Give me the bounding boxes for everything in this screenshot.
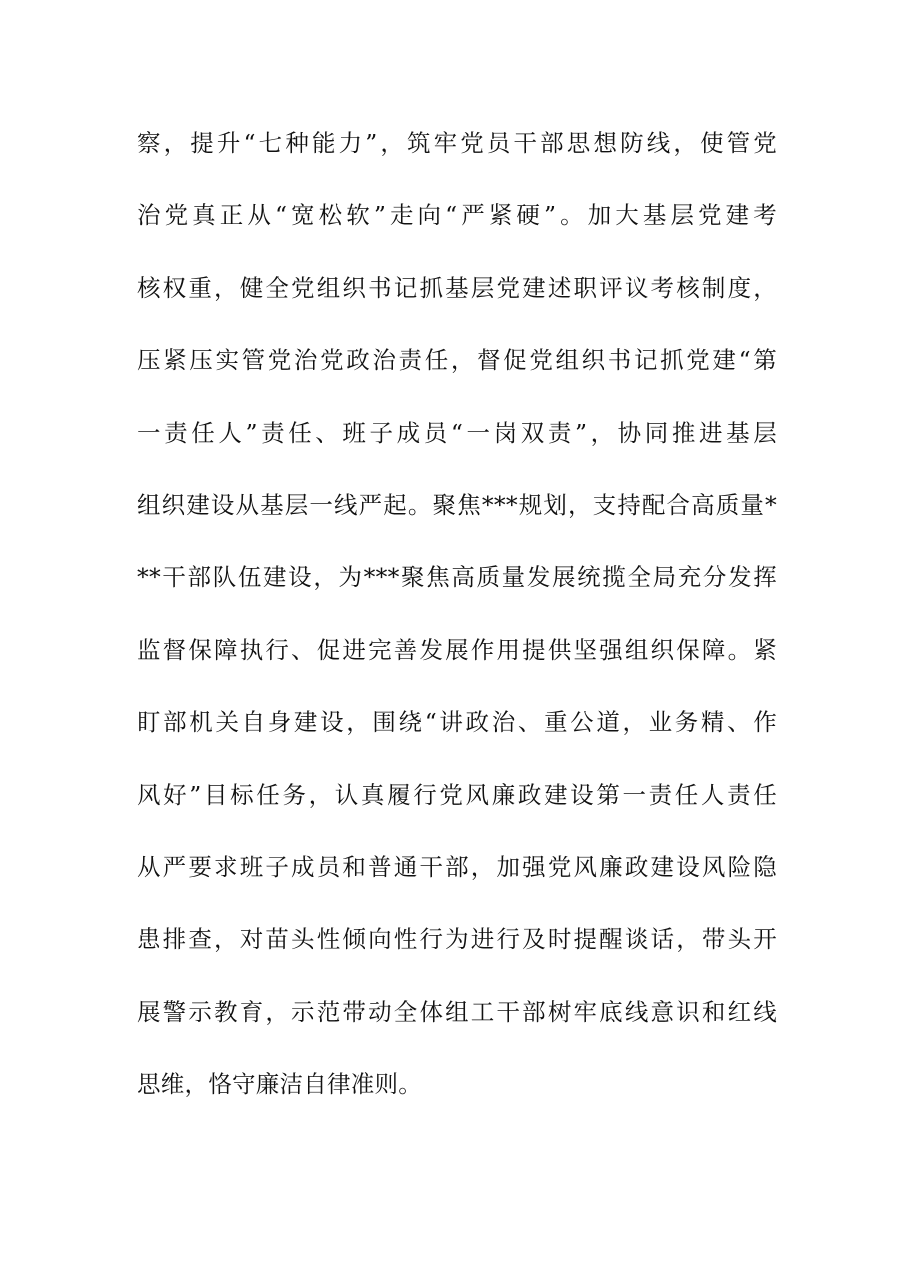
paragraph-line: 风好”目标任务，认真履行党风廉政建设第一责任人责任	[137, 780, 777, 809]
paragraph-line: **干部队伍建设，为***聚焦高质量发展统揽全局充分发挥	[137, 563, 777, 592]
paragraph-line: 展警示教育，示范带动全体组工干部树牢底线意识和红线	[137, 997, 777, 1026]
paragraph-line: 盯部机关自身建设，围绕“讲政治、重公道，业务精、作	[137, 708, 777, 737]
paragraph-line: 组织建设从基层一线严起。聚焦***规划，支持配合高质量*	[137, 490, 777, 519]
paragraph-line: 压紧压实管党治党政治责任，督促党组织书记抓党建“第	[137, 346, 777, 375]
paragraph-line-last: 思维，恪守廉洁自律准则。	[137, 1070, 422, 1099]
paragraph-line: 核权重，健全党组织书记抓基层党建述职评议考核制度，	[137, 273, 777, 302]
paragraph-line: 一责任人”责任、班子成员“一岗双责”，协同推进基层	[137, 418, 777, 447]
paragraph-line: 患排查，对苗头性倾向性行为进行及时提醒谈话，带头开	[137, 925, 777, 954]
paragraph-line: 监督保障执行、促进完善发展作用提供坚强组织保障。紧	[137, 635, 777, 664]
paragraph-line: 察，提升“七种能力”，筑牢党员干部思想防线，使管党	[137, 129, 777, 157]
paragraph-line: 从严要求班子成员和普通干部，加强党风廉政建设风险隐	[137, 852, 777, 881]
paragraph-line: 治党真正从“宽松软”走向“严紧硬”。加大基层党建考	[137, 201, 777, 230]
body-paragraph	[137, 123, 777, 1136]
